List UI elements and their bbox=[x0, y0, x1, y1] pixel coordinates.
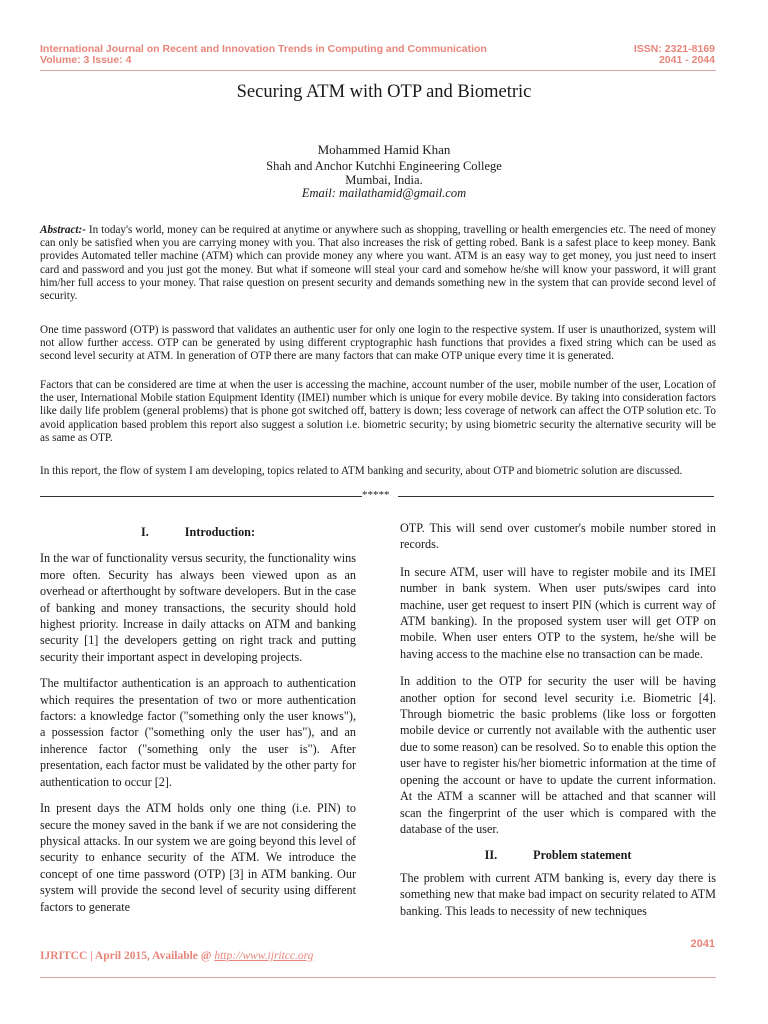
problem-paragraph-1: The problem with current ATM banking is, every day there is something new that make bad impact on security related to ATM banking. This leads to necessity of new techniques bbox=[400, 870, 716, 918]
page-range: 2041 - 2044 bbox=[658, 54, 715, 66]
affiliation: Shah and Anchor Kutchhi Engineering College bbox=[266, 159, 502, 173]
right-column bbox=[400, 520, 716, 919]
paper-title: Securing ATM with OTP and Biometric bbox=[236, 82, 532, 102]
issn: ISSN: 2321-8169 bbox=[633, 43, 715, 55]
footer-rule bbox=[40, 977, 716, 978]
abstract-text-1: In today's world, money can be required at anytime or anywhere such as shopping, travelling or health emergencies etc. The need of money can only be satisfied when you are carrying money with you. That also increases the risk of getting robed. Bank is a safest place to keep money. Bank provides Automated teller machine (ATM) which can provide money any where you want. ATM is an easy way to get money, you just need to insert card and password and you just got the money. But what if someone will steal your card and somehow he/she will know your password, it will grant him/her full access to your money. That raise question on present security and demands something new in the system that can provide second level of security. bbox=[40, 224, 717, 303]
right-paragraph-1: In secure ATM, user will have to register mobile and its IMEI number in bank system. When user puts/swipes card into machine, user get request to insert PIN (which is current way of ATM banking). In the proposed system user will get OTP on mobile. When user enters OTP to the system, he/she will be having access to the machine else no transaction can be made. bbox=[400, 564, 716, 661]
footer-label: IJRITCC | April 2015, Available @ bbox=[40, 950, 215, 962]
abstract-paragraph-2: One time password (OTP) is password that validates an authentic user for only one login to the respective system. If user is unauthorized, system will not allow further access. OTP can be generated by using different cryptographic hash functions that provides a fixed string which can be used as second level security at ATM. In generation of OTP there are many factors that can make OTP unique every time it is generated. bbox=[40, 324, 716, 363]
left-column bbox=[40, 524, 356, 915]
abstract-paragraph-3: Factors that can be considered are time at when the user is accessing the machine, account number of the user, mobile number of the user, Location of the user, International Mobile station Equipment Identity (IMEI) number which is unique for every mobile device. By taking into consideration factors like daily life problem (general problems) that is phone got switched off, battery is down; less coverage of network can affect the OTP solution etc. To avoid application based problem this report also suggest a solution i.e. biometric security; by using biometric security the alternative security will be as same as OTP. bbox=[40, 379, 716, 444]
section-title: Introduction: bbox=[184, 525, 255, 539]
journal-link[interactable]: http://www.ijritcc.org bbox=[214, 950, 314, 962]
intro-paragraph-2: The multifactor authentication is an approach to authentication which requires the presentation of two or more authentication factors: a knowledge factor ("something only the user knows"), a possession factor ("something only the user has"), and an inherence factor ("something only the user is"). After presentation, each factor must be validated by the other party for authentication to occur [2]. bbox=[40, 676, 356, 789]
separator-right bbox=[398, 496, 714, 497]
section-number: II. bbox=[484, 848, 498, 863]
section-number: I. bbox=[141, 525, 149, 539]
footer-text bbox=[40, 950, 313, 962]
intro-paragraph-1: In the war of functionality versus security, the functionality wins more often. Security has always been viewed upon as an overhead or afterthought by software developers. But in the case of banking and money transactions, the security should hold highest priority. Increase in daily attacks on ATM and banking security [1] the developers getting on right track and putting security their important aspect in developing projects. bbox=[40, 551, 356, 664]
section-heading-problem bbox=[400, 847, 716, 863]
author-name: Mohammed Hamid Khan bbox=[317, 142, 451, 157]
volume-issue: Volume: 3 Issue: 4 bbox=[40, 54, 132, 66]
journal-name: International Journal on Recent and Innovation Trends in Computing and Communication bbox=[40, 43, 487, 55]
right-paragraph-0: OTP. This will send over customer's mobile number stored in records. bbox=[400, 521, 716, 552]
section-heading-introduction bbox=[40, 524, 356, 540]
page-number: 2041 bbox=[690, 938, 715, 950]
email: Email: mailathamid@gmail.com bbox=[301, 186, 467, 200]
right-paragraph-2: In addition to the OTP for security the user will be having another option for second level security i.e. Biometric [4]. Through biometric the basic problems (like loss or forgotten mobile device or currently not available with the authentic user due to some reason) can be resolved. So to enable this option the user have to register his/her biometric information at the time of opening the account or have to update the current information. At the ATM a scanner will be attached and that scanner will scan the fingerprint of the user which is compared with the database of the user. bbox=[400, 674, 716, 836]
header-rule bbox=[40, 70, 716, 71]
abstract-paragraph-1 bbox=[40, 224, 716, 303]
abstract-label: Abstract:- bbox=[40, 224, 86, 236]
intro-paragraph-3: In present days the ATM holds only one thing (i.e. PIN) to secure the money saved in the bank if we are not considering the physical attacks. In our system we are going beyond this level of security to enhance security of the ATM. We introduce the concept of one time password (OTP) [3] in ATM banking. Our system will provide the second level of security using different factors to generate bbox=[40, 801, 356, 914]
section-title: Problem statement bbox=[533, 848, 632, 863]
abstract-paragraph-4: In this report, the flow of system I am developing, topics related to ATM banking and security, about OTP and biometric solution are discussed. bbox=[40, 465, 683, 477]
location: Mumbai, India. bbox=[345, 173, 423, 187]
separator-left bbox=[40, 496, 362, 497]
separator-stars: ***** bbox=[362, 489, 390, 501]
